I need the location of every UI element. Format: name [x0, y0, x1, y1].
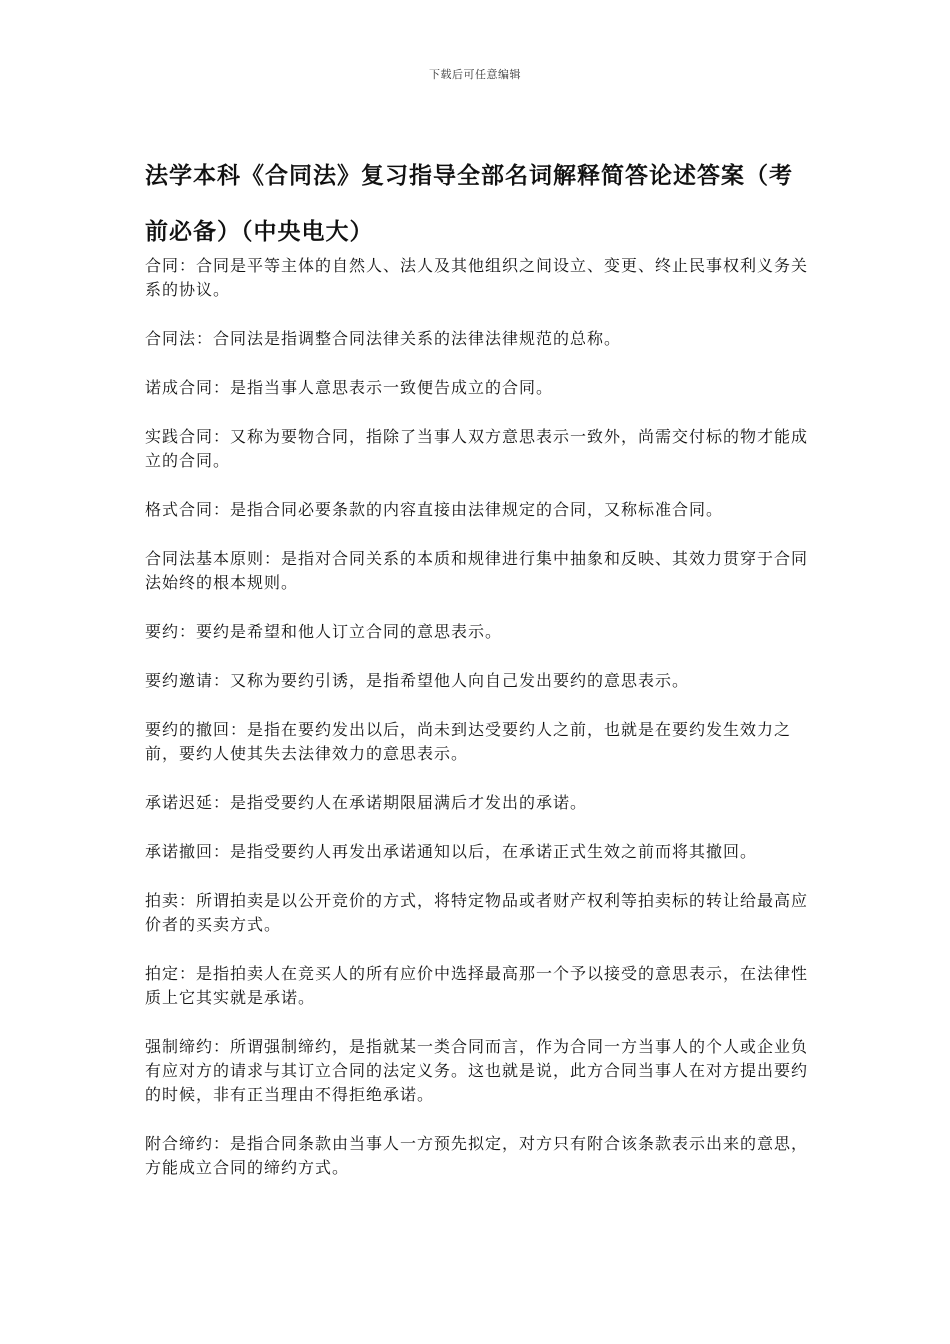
- definition-paragraph: 格式合同：是指合同必要条款的内容直接由法律规定的合同，又称标准合同。: [145, 500, 724, 519]
- definition-paragraph: 拍卖：所谓拍卖是以公开竞价的方式，将特定物品或者财产权利等拍卖标的转让给最高应价者的买卖方式。: [145, 891, 809, 934]
- definition-paragraph: 承诺撤回：是指受要约人再发出承诺通知以后，在承诺正式生效之前而将其撤回。: [145, 842, 758, 861]
- document-title: 法学本科《合同法》复习指导全部名词解释简答论述答案（考前必备）（中央电大）: [145, 162, 793, 245]
- definition-paragraph: 实践合同：又称为要物合同，指除了当事人双方意思表示一致外，尚需交付标的物才能成立的合同。: [145, 427, 809, 470]
- definition-paragraph: 诺成合同：是指当事人意思表示一致便告成立的合同。: [145, 378, 554, 397]
- definition-paragraph: 附合缔约：是指合同条款由当事人一方预先拟定，对方只有附合该条款表示出来的意思，方能成立合同的缔约方式。: [145, 1134, 809, 1177]
- document-body: [145, 254, 815, 1205]
- definition-paragraph: 要约邀请：又称为要约引诱，是指希望他人向自己发出要约的意思表示。: [145, 671, 690, 690]
- definition-paragraph: 拍定：是指拍卖人在竞买人的所有应价中选择最高那一个予以接受的意思表示，在法律性质上它其实就是承诺。: [145, 964, 809, 1007]
- definition-paragraph: 要约的撤回：是指在要约发出以后，尚未到达受要约人之前，也就是在要约发生效力之前，要约人使其失去法律效力的意思表示。: [145, 720, 792, 763]
- definition-paragraph: 合同：合同是平等主体的自然人、法人及其他组织之间设立、变更、终止民事权利义务关系的协议。: [145, 256, 809, 299]
- definition-paragraph: 合同法基本原则：是指对合同关系的本质和规律进行集中抽象和反映、其效力贯穿于合同法始终的根本规则。: [145, 549, 809, 592]
- definition-paragraph: 要约：要约是希望和他人订立合同的意思表示。: [145, 622, 503, 641]
- definition-paragraph: 合同法：合同法是指调整合同法律关系的法律法律规范的总称。: [145, 329, 622, 348]
- definition-paragraph: 强制缔约：所谓强制缔约，是指就某一类合同而言，作为合同一方当事人的个人或企业负有应对方的请求与其订立合同的法定义务。这也就是说，此方合同当事人在对方提出要约的时候，非有正当理由不得拒绝承诺。: [145, 1037, 809, 1104]
- definition-paragraph: 承诺迟延：是指受要约人在承诺期限届满后才发出的承诺。: [145, 793, 588, 812]
- header-note: 下载后可任意编辑: [429, 68, 521, 81]
